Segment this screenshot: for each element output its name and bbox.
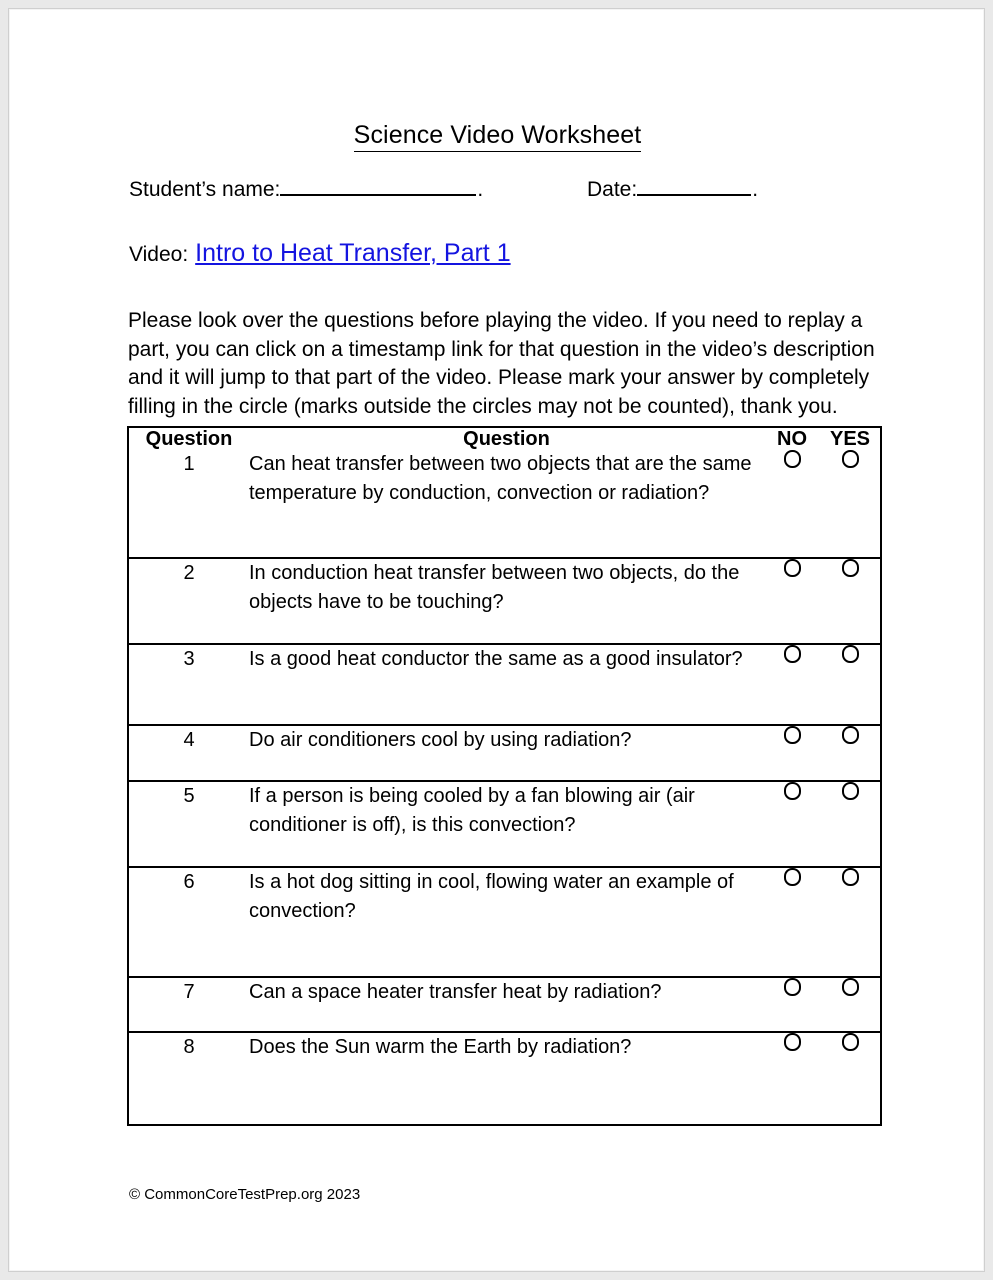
question-text: If a person is being cooled by a fan blowing air (air conditioner is off), is this convection? [249, 785, 695, 836]
answer-yes-cell[interactable] [820, 781, 881, 867]
bubble-no-icon[interactable] [784, 978, 801, 996]
bubble-no-icon[interactable] [784, 868, 801, 886]
question-text: Can a space heater transfer heat by radiation? [249, 981, 662, 1003]
question-text: Is a hot dog sitting in cool, flowing water an example of convection? [249, 871, 734, 922]
question-answer-table [127, 426, 882, 1126]
bubble-no-icon[interactable] [784, 645, 801, 663]
student-name-period: . [477, 178, 484, 201]
date-input[interactable] [637, 175, 751, 196]
answer-no-cell[interactable] [764, 1032, 820, 1125]
table-row [128, 450, 881, 558]
question-text: Can heat transfer between two objects that are the same temperature by conduction, convection or radiation? [249, 453, 752, 504]
video-link[interactable]: Intro to Heat Transfer, Part 1 [195, 239, 511, 267]
question-number: 3 [183, 648, 195, 670]
header-question-number: Question [145, 428, 233, 450]
bubble-no-icon[interactable] [784, 726, 801, 744]
answer-no-cell[interactable] [764, 725, 820, 781]
answer-no-cell[interactable] [764, 450, 820, 558]
question-number: 2 [183, 562, 195, 584]
student-name-field-group [129, 175, 483, 202]
bubble-yes-icon[interactable] [842, 868, 859, 886]
table-row [128, 644, 881, 725]
question-text: In conduction heat transfer between two objects, do the objects have to be touching? [249, 562, 740, 613]
table-row [128, 725, 881, 781]
table-header-row [128, 427, 881, 450]
bubble-yes-icon[interactable] [842, 782, 859, 800]
student-name-input[interactable] [280, 175, 476, 196]
instructions-paragraph: Please look over the questions before playing the video. If you need to replay a part, you can click on a timestamp link for that question in the video’s description and it will jump to that part of the video. Please mark your answer by completely filling in the circle (marks outside the circles may not be counted), thank you. [128, 309, 875, 418]
bubble-yes-icon[interactable] [842, 559, 859, 577]
header-no: NO [777, 428, 807, 450]
question-text: Is a good heat conductor the same as a good insulator? [249, 648, 743, 670]
student-info-row [121, 175, 911, 205]
answer-no-cell[interactable] [764, 558, 820, 644]
answer-yes-cell[interactable] [820, 1032, 881, 1125]
bubble-no-icon[interactable] [784, 1033, 801, 1051]
question-number: 8 [183, 1036, 195, 1058]
date-label: Date: [587, 178, 638, 201]
date-period: . [752, 178, 759, 201]
worksheet-page [8, 8, 985, 1272]
video-label: Video: [129, 243, 189, 266]
page-title-text: Science Video Worksheet [354, 121, 642, 152]
answer-no-cell[interactable] [764, 867, 820, 977]
bubble-yes-icon[interactable] [842, 726, 859, 744]
question-number: 6 [183, 871, 195, 893]
table-row [128, 1032, 881, 1125]
answer-yes-cell[interactable] [820, 450, 881, 558]
question-number: 1 [183, 453, 195, 475]
table-row [128, 977, 881, 1032]
bubble-no-icon[interactable] [784, 559, 801, 577]
question-text: Do air conditioners cool by using radiation? [249, 729, 632, 751]
header-question-text: Question [463, 428, 550, 450]
bubble-yes-icon[interactable] [842, 450, 859, 468]
answer-no-cell[interactable] [764, 781, 820, 867]
bubble-yes-icon[interactable] [842, 978, 859, 996]
bubble-yes-icon[interactable] [842, 1033, 859, 1051]
footer-copyright: © CommonCoreTestPrep.org 2023 [129, 1186, 361, 1203]
table-row [128, 558, 881, 644]
page-title [9, 121, 986, 150]
date-field-group [587, 175, 758, 202]
answer-yes-cell[interactable] [820, 725, 881, 781]
question-number: 4 [183, 729, 195, 751]
answer-yes-cell[interactable] [820, 644, 881, 725]
bubble-no-icon[interactable] [784, 782, 801, 800]
answer-yes-cell[interactable] [820, 867, 881, 977]
bubble-no-icon[interactable] [784, 450, 801, 468]
student-name-label: Student’s name: [129, 178, 281, 201]
table-row [128, 867, 881, 977]
bubble-yes-icon[interactable] [842, 645, 859, 663]
answer-no-cell[interactable] [764, 977, 820, 1032]
table-row [128, 781, 881, 867]
answer-no-cell[interactable] [764, 644, 820, 725]
answer-yes-cell[interactable] [820, 558, 881, 644]
header-yes: YES [829, 428, 871, 450]
video-row [129, 239, 511, 268]
answer-yes-cell[interactable] [820, 977, 881, 1032]
question-number: 5 [183, 785, 195, 807]
question-text: Does the Sun warm the Earth by radiation? [249, 1036, 632, 1058]
question-number: 7 [183, 981, 195, 1003]
